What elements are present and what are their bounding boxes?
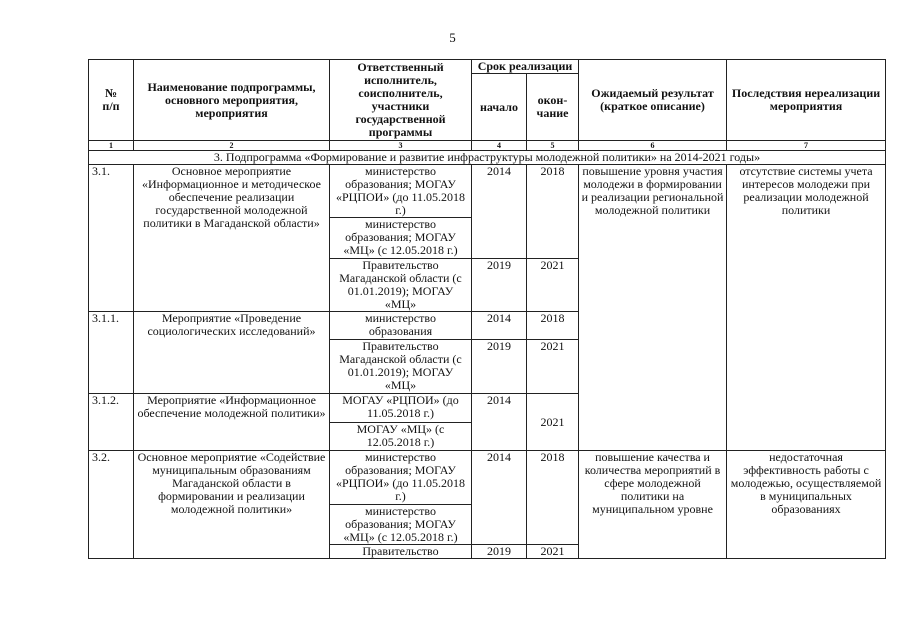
header-period: Срок реализации: [472, 60, 579, 74]
row-number: 3.1.: [89, 165, 134, 312]
row-responsible: Правительство Магаданской области (с 01.01.2019); МОГАУ «МЦ»: [330, 340, 472, 394]
row-end: 2018: [527, 165, 579, 259]
table-row: [89, 165, 886, 218]
column-number-row: [89, 141, 886, 151]
row-number: 3.2.: [89, 451, 134, 559]
row-end: 2018: [527, 312, 579, 340]
table-row: [89, 451, 886, 505]
column-number: 2: [134, 141, 330, 151]
page-number: 5: [449, 30, 456, 45]
column-number: 6: [579, 141, 727, 151]
row-result: повышение качества и количества мероприятий в сфере молодежной политики на муниципальном уровне: [579, 451, 727, 559]
row-start: 2019: [472, 259, 527, 312]
row-responsible: Правительство: [330, 545, 472, 559]
row-responsible: министерство образования; МОГАУ «МЦ» (с 12.05.2018 г.): [330, 505, 472, 545]
column-number: 3: [330, 141, 472, 151]
row-name: Мероприятие «Информационное обеспечение молодежной политики»: [134, 394, 330, 451]
section-title: 3. Подпрограмма «Формирование и развитие инфраструктуры молодежной политики» на 2014-2021 годы»: [89, 151, 886, 165]
header-consequences: Последствия нереализации мероприятия: [727, 60, 886, 141]
row-consequence: недостаточная эффективность работы с молодежью, осуществляемой в муниципальных образованиях: [727, 451, 886, 559]
row-number: 3.1.1.: [89, 312, 134, 394]
row-responsible: министерство образования; МОГАУ «МЦ» (с 12.05.2018 г.): [330, 218, 472, 259]
row-responsible: министерство образования: [330, 312, 472, 340]
row-start: 2014: [472, 165, 527, 259]
header-responsible: Ответственный исполнитель, соисполнитель, участники государственной программы: [330, 60, 472, 141]
column-number: 5: [527, 141, 579, 151]
row-start: 2014: [472, 312, 527, 340]
row-number: 3.1.2.: [89, 394, 134, 451]
header-num: № п/п: [89, 60, 134, 141]
row-name: Основное мероприятие «Содействие муниципальным образованиям Магаданской области в формировании и реализации молодежной политики»: [134, 451, 330, 559]
row-end: 2021: [527, 340, 579, 394]
row-end: 2021: [527, 394, 579, 451]
program-table: [88, 59, 886, 559]
row-start: 2019: [472, 340, 527, 394]
row-responsible: МОГАУ «РЦПОИ» (до 11.05.2018 г.): [330, 394, 472, 423]
column-number: 4: [472, 141, 527, 151]
row-responsible: министерство образования; МОГАУ «РЦПОИ» (до 11.05.2018 г.): [330, 451, 472, 505]
header-name: Наименование подпрограммы, основного мероприятия, мероприятия: [134, 60, 330, 141]
row-responsible: министерство образования; МОГАУ «РЦПОИ» (до 11.05.2018 г.): [330, 165, 472, 218]
header-result: Ожидаемый результат (краткое описание): [579, 60, 727, 141]
row-start: 2014: [472, 451, 527, 545]
column-number: 1: [89, 141, 134, 151]
row-end: 2021: [527, 259, 579, 312]
header-row-top: [89, 60, 886, 74]
row-responsible: МОГАУ «МЦ» (с 12.05.2018 г.): [330, 423, 472, 451]
row-responsible: Правительство Магаданской области (с 01.01.2019); МОГАУ «МЦ»: [330, 259, 472, 312]
row-end: 2018: [527, 451, 579, 545]
row-start: 2014: [472, 394, 527, 451]
row-consequence: отсутствие системы учета интересов молодежи при реализации молодежной политики: [727, 165, 886, 451]
column-number: 7: [727, 141, 886, 151]
header-end: окон- чание: [527, 74, 579, 141]
header-start: начало: [472, 74, 527, 141]
row-name: Мероприятие «Проведение социологических исследований»: [134, 312, 330, 394]
row-start: 2019: [472, 545, 527, 559]
row-end: 2021: [527, 545, 579, 559]
row-result: повышение уровня участия молодежи в формировании и реализации региональной молодежной политики: [579, 165, 727, 451]
section-row: [89, 151, 886, 165]
row-name: Основное мероприятие «Информационное и методическое обеспечение реализации государственной молодежной политики в Магаданской области»: [134, 165, 330, 312]
